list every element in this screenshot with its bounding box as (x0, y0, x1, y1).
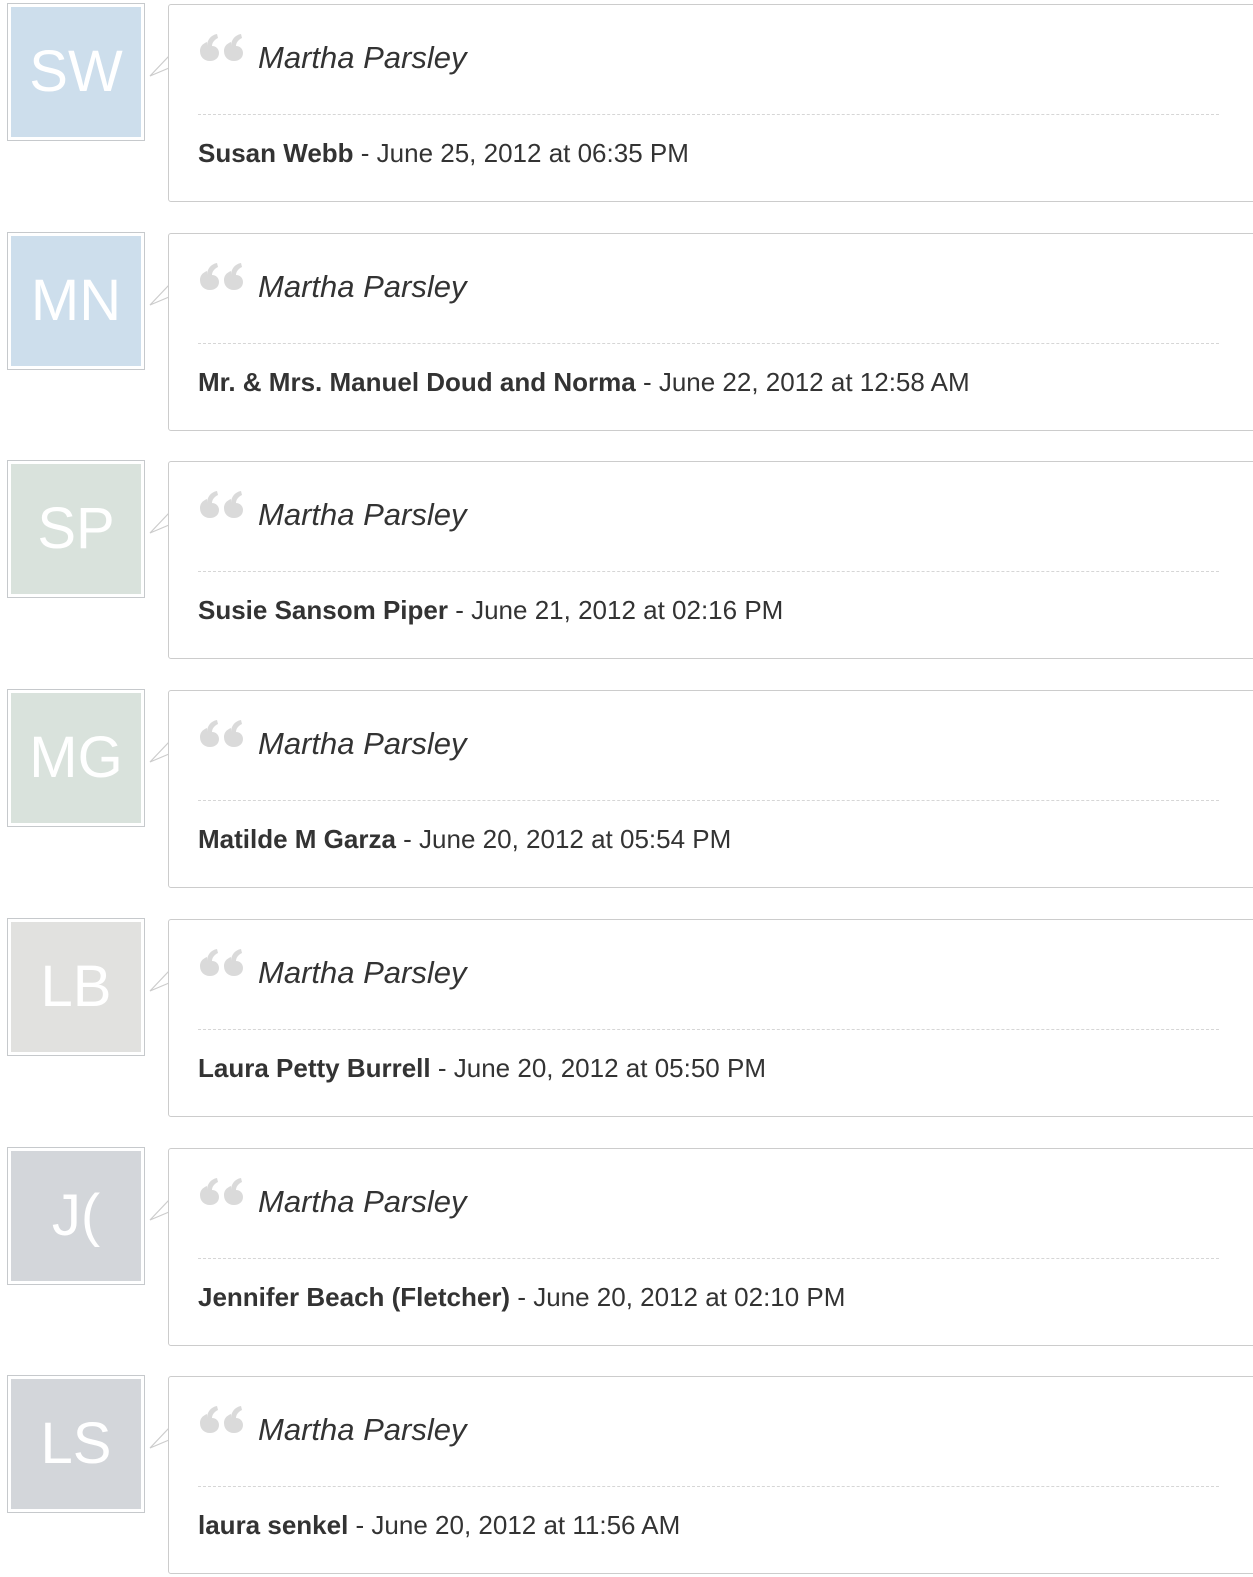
guestbook-entry (0, 457, 1253, 657)
entry-title: Martha Parsley (258, 40, 467, 75)
author-name: Susie Sansom Piper (198, 595, 448, 625)
avatar (7, 918, 145, 1056)
avatar-initials: LB (11, 922, 141, 1052)
quote-open-icon (197, 482, 247, 526)
entry-card (168, 4, 1253, 202)
entry-title: Martha Parsley (258, 269, 467, 304)
avatar-initials: J( (11, 1151, 141, 1281)
entry-card (168, 690, 1253, 888)
guestbook-entry (0, 1144, 1253, 1344)
divider (198, 571, 1219, 572)
entry-card (168, 919, 1253, 1117)
avatar (7, 1147, 145, 1285)
quote-open-icon (197, 940, 247, 984)
quote-open-icon (197, 711, 247, 755)
guestbook-entry (0, 0, 1253, 200)
guestbook-entry (0, 229, 1253, 429)
author-name: laura senkel (198, 1510, 349, 1540)
author-name: Susan Webb (198, 138, 354, 168)
entry-title: Martha Parsley (258, 1412, 467, 1447)
divider (198, 114, 1219, 115)
byline-separator: - (447, 595, 472, 625)
divider (198, 1258, 1219, 1259)
quote-open-icon (197, 1169, 247, 1213)
author-name: Mr. & Mrs. Manuel Doud and Norma (198, 367, 636, 397)
byline-separator: - (510, 1282, 534, 1312)
entry-byline (198, 1282, 845, 1313)
entry-date: June 21, 2012 at 02:16 PM (471, 595, 784, 625)
byline-separator: - (395, 824, 420, 854)
quote-open-icon (197, 1397, 247, 1441)
quote-open-icon (197, 254, 247, 298)
entry-byline (198, 1053, 766, 1084)
entry-title: Martha Parsley (258, 497, 467, 532)
entry-date: June 20, 2012 at 02:10 PM (533, 1282, 846, 1312)
speech-pointer-icon (146, 44, 170, 84)
quote-open-icon (197, 25, 247, 69)
speech-pointer-icon (146, 1188, 170, 1228)
byline-separator: - (353, 138, 377, 168)
entry-byline (198, 824, 731, 855)
entry-date: June 20, 2012 at 05:54 PM (419, 824, 732, 854)
byline-separator: - (348, 1510, 372, 1540)
avatar-initials: MN (11, 236, 141, 366)
author-name: Jennifer Beach (Fletcher) (198, 1282, 511, 1312)
entry-card (168, 1148, 1253, 1346)
speech-pointer-icon (146, 959, 170, 999)
author-name: Laura Petty Burrell (198, 1053, 431, 1083)
avatar-initials: MG (11, 693, 141, 823)
guestbook-entry (0, 686, 1253, 886)
entry-byline (198, 1510, 680, 1541)
entry-byline (198, 138, 689, 169)
entry-title: Martha Parsley (258, 955, 467, 990)
entry-card (168, 461, 1253, 659)
entry-byline (198, 367, 970, 398)
speech-pointer-icon (146, 1416, 170, 1456)
entry-card (168, 233, 1253, 431)
avatar (7, 3, 145, 141)
guestbook-entry (0, 1372, 1253, 1572)
avatar-initials: SP (11, 464, 141, 594)
avatar-initials: LS (11, 1379, 141, 1509)
entry-card (168, 1376, 1253, 1574)
speech-pointer-icon (146, 273, 170, 313)
byline-separator: - (430, 1053, 454, 1083)
avatar-initials: SW (11, 7, 141, 137)
entry-title: Martha Parsley (258, 726, 467, 761)
avatar (7, 232, 145, 370)
divider (198, 800, 1219, 801)
divider (198, 1029, 1219, 1030)
entry-date: June 20, 2012 at 11:56 AM (371, 1510, 681, 1540)
entry-title: Martha Parsley (258, 1184, 467, 1219)
speech-pointer-icon (146, 730, 170, 770)
divider (198, 1486, 1219, 1487)
entry-date: June 22, 2012 at 12:58 AM (658, 367, 970, 397)
avatar (7, 689, 145, 827)
avatar (7, 1375, 145, 1513)
byline-separator: - (635, 367, 659, 397)
avatar (7, 460, 145, 598)
author-name: Matilde M Garza (198, 824, 396, 854)
entry-byline (198, 595, 783, 626)
entry-date: June 25, 2012 at 06:35 PM (376, 138, 689, 168)
entry-date: June 20, 2012 at 05:50 PM (453, 1053, 766, 1083)
guestbook-entry (0, 915, 1253, 1115)
speech-pointer-icon (146, 501, 170, 541)
divider (198, 343, 1219, 344)
